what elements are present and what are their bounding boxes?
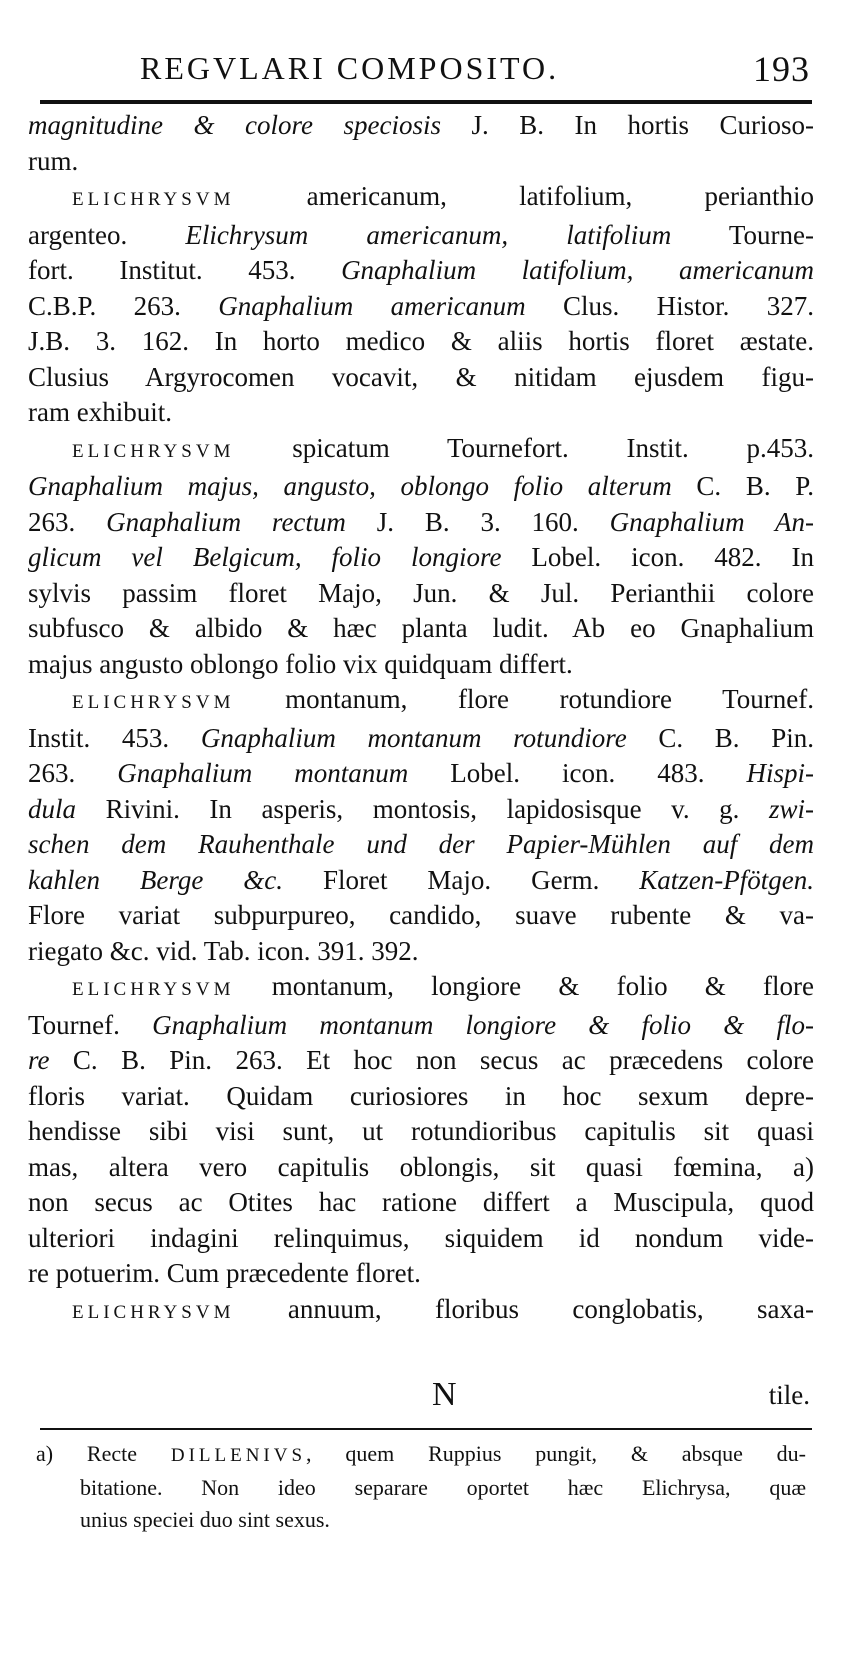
italic-text: Gnaphalium montanum [117, 758, 409, 788]
small-caps-heading: ELICHRYSVM [72, 440, 235, 462]
text-segment: hendisse sibi visi sunt, ut rotundioribus capitulis sit quasi [28, 1116, 814, 1146]
text-segment: J.B. 3. 162. In horto medico & aliis hortis floret æstate. [28, 326, 814, 356]
italic-text: Gnaphalium rectum [106, 506, 346, 537]
text-segment: montanum, longiore & folio & flore [234, 971, 814, 1001]
text-segment: Clusius Argyrocomen vocavit, & nitidam ejusdem figu- [28, 361, 814, 392]
text-line [28, 179, 814, 218]
catchword: tile. [768, 1380, 810, 1410]
text-segment: americanum, latifolium, perianthio [234, 181, 814, 211]
text-segment: J. B. In hortis Curioso- [440, 110, 814, 140]
text-segment: ulteriori indagini relinquimus, siquidem id nondum vide- [28, 1222, 814, 1253]
italic-text: Hispi- [746, 758, 815, 788]
italic-text: Gnaphalium latifolium, americanum [341, 255, 814, 285]
italic-text: schen dem Rauhenthale und der Papier-Mühlen auf dem [28, 829, 814, 859]
italic-text: glicum vel Belgicum, folio longiore [28, 542, 502, 572]
text-segment: 263. [28, 506, 107, 537]
text-line [28, 144, 814, 180]
text-segment: J. B. 3. 160. [345, 506, 610, 537]
italic-text: Gnaphalium An- [609, 506, 814, 537]
text-line [28, 969, 814, 1008]
italic-text: re [28, 1045, 50, 1075]
text-line [28, 324, 814, 360]
small-caps-heading: ELICHRYSVM [72, 1301, 235, 1323]
text-segment: bitatione. Non ideo separare oportet hæc Elichrysa, quæ [80, 1475, 806, 1500]
text-segment: floris variat. Quidam curiosiores in hoc sexum depre- [28, 1080, 814, 1111]
italic-text: Gnaphalium americanum [218, 290, 526, 321]
text-segment: non secus ac Otites hac ratione differt a Muscipula, quod [28, 1187, 814, 1217]
italic-text: dula [28, 793, 77, 824]
italic-text: Gnaphalium montanum longiore & folio & flo- [152, 1009, 815, 1040]
text-line [28, 1079, 814, 1115]
text-line [28, 1043, 814, 1079]
text-segment: C. B. P. [671, 471, 815, 501]
small-caps-heading: ELICHRYSVM [72, 189, 235, 210]
text-segment: fort. Institut. 453. [28, 255, 342, 285]
header-rule [40, 100, 812, 104]
running-title: REGVLARI COMPOSITO. [140, 50, 560, 86]
text-segment: riegato &c. vid. Tab. icon. 391. 392. [28, 935, 419, 966]
text-line [28, 395, 814, 431]
page-number: 193 [753, 49, 810, 89]
text-line [28, 505, 814, 541]
text-line [28, 1185, 814, 1221]
text-line [28, 721, 814, 757]
text-segment: Flore variat subpurpureo, candido, suave rubente & va- [28, 900, 814, 930]
text-segment: rum. [28, 145, 79, 176]
text-segment: Lobel. icon. 483. [408, 758, 747, 788]
text-line [28, 108, 814, 144]
text-segment: subfusco & albido & hæc planta ludit. Ab eo Gnaphalium [28, 613, 814, 643]
text-line [28, 469, 814, 505]
text-segment: re potuerim. Cum præcedente floret. [28, 1258, 421, 1288]
italic-text: Gnaphalium montanum rotundiore [200, 722, 627, 753]
text-line [36, 1438, 806, 1472]
text-segment: argenteo. [28, 219, 186, 250]
text-line [28, 1292, 814, 1331]
text-line [28, 253, 814, 289]
small-caps-heading: ELICHRYSVM [72, 979, 235, 1000]
text-line [36, 1472, 806, 1504]
text-line [28, 934, 814, 970]
footnote-rule [40, 1428, 812, 1430]
signature-mark: N [432, 1376, 457, 1413]
text-line [28, 756, 814, 792]
text-line [28, 576, 814, 612]
text-line [28, 792, 814, 828]
text-line [28, 360, 814, 396]
italic-text: zwi- [768, 793, 814, 824]
text-segment: annuum, floribus conglobatis, saxa- [234, 1293, 814, 1324]
small-caps-heading: ELICHRYSVM [72, 692, 235, 713]
text-segment: , quem Ruppius pungit, & absque du- [306, 1441, 807, 1466]
text-segment: unius speciei duo sint sexus. [80, 1507, 330, 1532]
text-segment: Rivini. In asperis, montosis, lapidosisque v. g. [76, 793, 769, 824]
text-segment: Lobel. icon. 482. In [501, 542, 814, 572]
text-line [28, 1221, 814, 1257]
text-segment: mas, altera vero capitulis oblongis, sit quasi fœmina, a) [28, 1151, 814, 1182]
small-caps-heading: DILLENIVS [170, 1445, 307, 1466]
text-line [28, 898, 814, 934]
italic-text: Gnaphalium majus, angusto, oblongo folio alterum [28, 471, 672, 501]
text-line [28, 289, 814, 325]
text-line [28, 540, 814, 576]
text-segment: Tournef. [28, 1009, 153, 1040]
text-segment: montanum, flore rotundiore Tournef. [234, 684, 814, 714]
text-line [28, 647, 814, 683]
text-segment: C. B. Pin. 263. Et hoc non secus ac præcedens colore [49, 1045, 814, 1075]
italic-text: magnitudine & colore speciosis [28, 110, 441, 140]
text-segment: Tourne- [671, 219, 814, 250]
text-segment: 263. [28, 758, 118, 788]
text-line [28, 1150, 814, 1186]
text-segment: sylvis passim floret Majo, Jun. & Jul. Perianthii colore [28, 577, 814, 608]
text-line [28, 1256, 814, 1292]
text-line [28, 1114, 814, 1150]
text-segment: ram exhibuit. [28, 397, 172, 427]
italic-text: Katzen-Pfötgen. [639, 864, 814, 895]
text-segment: C. B. Pin. [626, 722, 814, 753]
text-segment: Instit. 453. [28, 722, 201, 753]
running-header [140, 40, 810, 90]
text-segment: Floret Majo. Germ. [283, 864, 640, 895]
text-segment: C.B.P. 263. [28, 290, 219, 321]
text-line [28, 1008, 814, 1044]
text-line [28, 431, 814, 470]
text-segment: a) Recte [36, 1441, 171, 1466]
text-segment: spicatum Tournefort. Instit. p.453. [234, 432, 814, 463]
text-line [28, 827, 814, 863]
text-line [28, 611, 814, 647]
footnote [36, 1438, 806, 1536]
text-segment: Clus. Histor. 327. [525, 290, 814, 321]
text-line [28, 682, 814, 721]
text-line [36, 1504, 806, 1536]
text-line [28, 863, 814, 899]
text-line [28, 218, 814, 254]
italic-text: kahlen Berge &c. [28, 864, 284, 895]
main-text [28, 108, 814, 1330]
text-segment: majus angusto oblongo folio vix quidquam differt. [28, 648, 573, 679]
italic-text: Elichrysum americanum, latifolium [185, 219, 672, 250]
